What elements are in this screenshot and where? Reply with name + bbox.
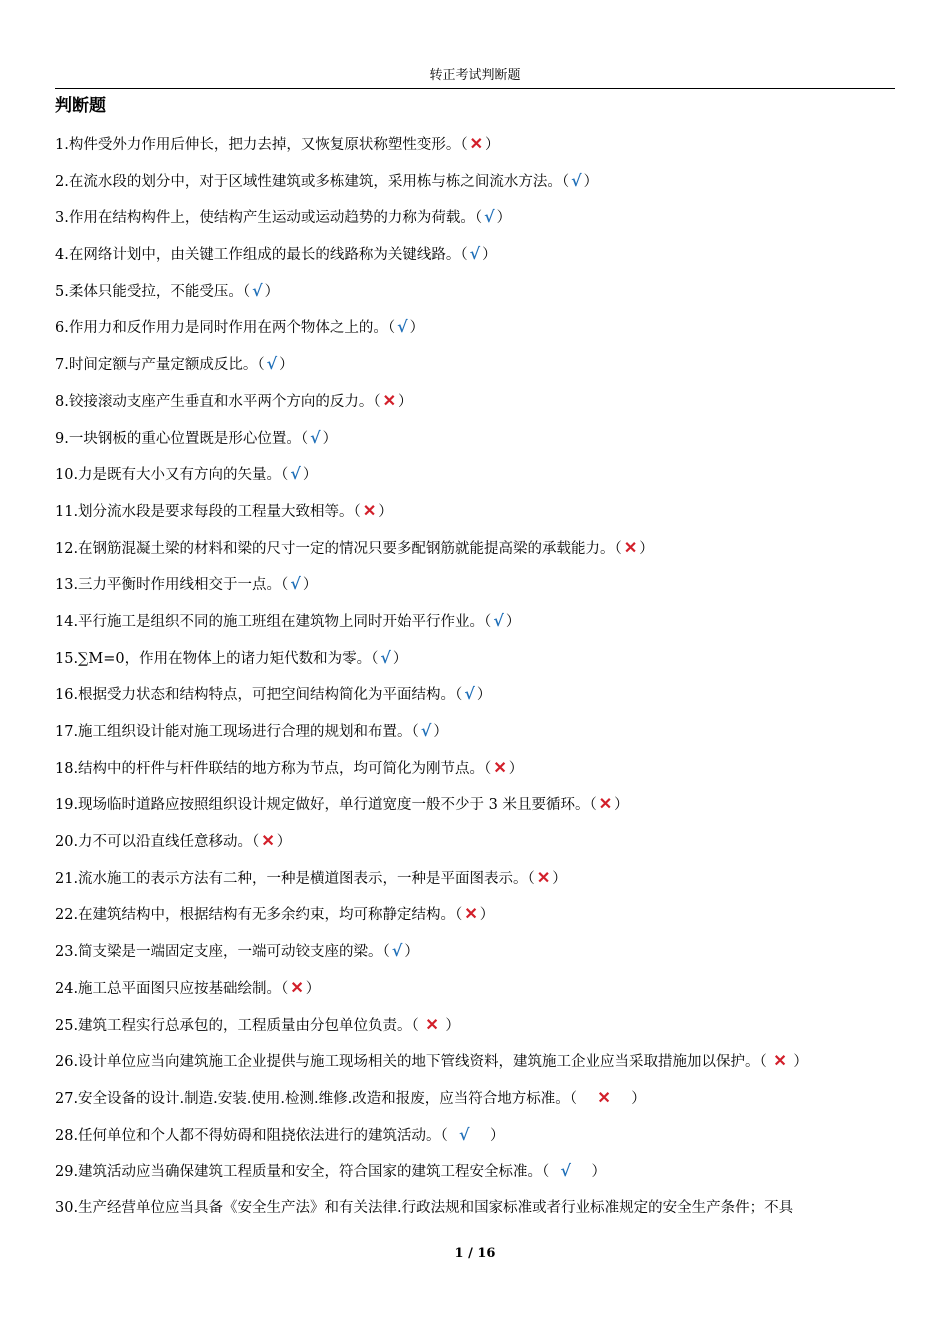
answer-close-paren: ） xyxy=(404,944,419,961)
answer-close-paren: ） xyxy=(485,137,500,153)
question-text: 4.在网络计划中，由关键工作组成的最长的线路称为关键线路。（ xyxy=(55,247,468,264)
question-item xyxy=(55,607,900,644)
cross-mark-icon: ✕ xyxy=(261,831,275,851)
question-text: 7.时间定额与产量定额成反比。（ xyxy=(55,357,265,374)
question-text: 16.根据受力状态和结构特点，可把空间结构简化为平面结构。（ xyxy=(55,687,463,704)
answer-close-paren: ） xyxy=(305,980,321,997)
answer-close-paren: ） xyxy=(583,173,599,190)
question-item xyxy=(55,864,900,901)
answer-close-paren: ） xyxy=(639,540,654,557)
question-text: 23.简支梁是一端固定支座，一端可动铰支座的梁。（ xyxy=(55,944,390,961)
cross-mark-icon: ✕ xyxy=(469,134,483,153)
question-item xyxy=(55,717,900,754)
check-mark-icon: √ xyxy=(493,610,504,630)
section-title: 判断题 xyxy=(55,96,106,116)
check-mark-icon: √ xyxy=(420,721,432,740)
page-header xyxy=(55,66,895,89)
question-text: 20.力不可以沿直线任意移动。（ xyxy=(55,834,260,851)
check-mark-icon: √ xyxy=(290,464,301,484)
answer-close-paren: ） xyxy=(322,430,338,447)
question-text: 3.作用在结构构件上，使结构产生运动或运动趋势的力称为荷载。（ xyxy=(55,210,483,227)
question-item xyxy=(55,1011,900,1048)
question-item xyxy=(55,754,900,791)
answer-close-paren: ） xyxy=(476,687,492,704)
question-item xyxy=(55,497,900,534)
question-text: 22.在建筑结构中，根据结构有无多余约束，均可称静定结构。（ xyxy=(55,907,463,924)
cross-mark-icon: ✕ xyxy=(382,390,396,410)
answer-close-paren: ） xyxy=(279,357,294,374)
question-text: 12.在钢筋混凝土梁的材料和梁的尺寸一定的情况只要多配钢筋就能提高梁的承载能力。（ xyxy=(55,540,622,557)
check-mark-icon: √ xyxy=(397,317,408,337)
question-text: 30.生产经营单位应当具备《安全生产法》和有关法律.行政法规和国家标准或者行业标准规定的安全生产条件；不具 xyxy=(55,1199,794,1216)
answer-close-paren: ） xyxy=(276,834,292,851)
question-text: 1.构件受外力作用后伸长，把力去掉，又恢复原状称塑性变形。（ xyxy=(55,137,468,153)
check-mark-icon: √ xyxy=(290,574,301,594)
question-item xyxy=(55,203,900,240)
question-item xyxy=(55,1047,900,1084)
question-item xyxy=(55,1084,900,1121)
answer-close-paren: ） xyxy=(471,1127,505,1144)
check-mark-icon: √ xyxy=(464,684,475,704)
cross-mark-icon: ✕ xyxy=(597,1087,611,1107)
question-item xyxy=(55,240,900,277)
question-text: 26.设计单位应当向建筑施工企业提供与施工现场相关的地下管线资料，建筑施工企业应当采取措施加以保护。（ xyxy=(55,1054,772,1071)
question-item xyxy=(55,130,900,167)
question-item xyxy=(55,534,900,571)
question-text: 9.一块钢板的重心位置既是形心位置。（ xyxy=(55,430,309,447)
answer-close-paren: ） xyxy=(508,760,524,777)
question-item xyxy=(55,1194,900,1231)
cross-mark-icon: ✕ xyxy=(290,977,304,997)
answer-close-paren: ） xyxy=(440,1017,460,1034)
question-item xyxy=(55,937,900,974)
check-mark-icon: √ xyxy=(459,1124,470,1144)
question-item xyxy=(55,460,900,497)
answer-close-paren: ） xyxy=(433,724,448,740)
check-mark-icon: √ xyxy=(252,280,263,300)
question-item xyxy=(55,167,900,204)
answer-close-paren: ） xyxy=(479,907,495,924)
question-text: 29.建筑活动应当确保建筑工程质量和安全，符合国家的建筑工程安全标准。（ xyxy=(55,1164,559,1181)
question-text: 25.建筑工程实行总承包的，工程质量由分包单位负责。（ xyxy=(55,1017,424,1034)
answer-close-paren: ） xyxy=(264,283,280,300)
question-item xyxy=(55,1157,900,1194)
question-text: 18.结构中的杆件与杆件联结的地方称为节点，均可简化为刚节点。（ xyxy=(55,760,492,777)
cross-mark-icon: ✕ xyxy=(425,1014,439,1034)
question-item xyxy=(55,1121,900,1158)
answer-close-paren: ） xyxy=(573,1164,606,1181)
answer-close-paren: ） xyxy=(482,247,497,264)
page-header-title: 转正考试判断题 xyxy=(429,68,521,83)
cross-mark-icon: ✕ xyxy=(623,537,638,557)
question-item xyxy=(55,570,900,607)
check-mark-icon: √ xyxy=(560,1161,572,1181)
question-text: 11.划分流水段是要求每段的工程量大致相等。（ xyxy=(55,503,361,520)
check-mark-icon: √ xyxy=(310,427,321,447)
question-text: 14.平行施工是组织不同的施工班组在建筑物上同时开始平行作业。（ xyxy=(55,613,492,630)
question-item xyxy=(55,974,900,1011)
answer-close-paren: ） xyxy=(398,393,413,410)
answer-close-paren: ） xyxy=(505,613,521,630)
question-text: 17.施工组织设计能对施工现场进行合理的规划和布置。（ xyxy=(55,724,419,740)
cross-mark-icon: ✕ xyxy=(362,500,377,520)
check-mark-icon: √ xyxy=(391,941,403,961)
answer-close-paren: ） xyxy=(614,797,629,814)
question-item xyxy=(55,790,900,827)
question-item xyxy=(55,827,900,864)
answer-close-paren: ） xyxy=(302,467,318,484)
question-text: 10.力是既有大小又有方向的矢量。（ xyxy=(55,467,289,484)
question-text: 28.任何单位和个人都不得妨碍和阻挠依法进行的建筑活动。（ xyxy=(55,1127,458,1144)
answer-close-paren: ） xyxy=(378,503,393,520)
cross-mark-icon: ✕ xyxy=(598,794,613,814)
cross-mark-icon: ✕ xyxy=(464,904,478,924)
check-mark-icon: √ xyxy=(380,647,391,667)
question-text: 19.现场临时道路应按照组织设计规定做好，单行道宽度一般不少于 3 米且要循环。（ xyxy=(55,797,597,814)
check-mark-icon: √ xyxy=(571,170,582,190)
check-mark-icon: √ xyxy=(266,354,278,374)
question-text: 6.作用力和反作用力是同时作用在两个物体之上的。（ xyxy=(55,320,396,337)
question-text: 27.安全设备的设计.制造.安装.使用.检测.维修.改造和报废，应当符合地方标准。（ xyxy=(55,1090,596,1107)
question-text: 2.在流水段的划分中，对于区域性建筑或多栋建筑，采用栋与栋之间流水方法。（ xyxy=(55,173,570,190)
cross-mark-icon: ✕ xyxy=(773,1051,787,1071)
cross-mark-icon: ✕ xyxy=(493,757,507,777)
question-list xyxy=(55,130,900,1231)
question-text: 13.三力平衡时作用线相交于一点。（ xyxy=(55,577,289,594)
answer-close-paren: ） xyxy=(552,870,567,887)
question-item xyxy=(55,277,900,314)
question-item xyxy=(55,680,900,717)
answer-close-paren: ） xyxy=(788,1054,808,1071)
question-item xyxy=(55,387,900,424)
question-text: 21.流水施工的表示方法有二种，一种是横道图表示，一种是平面图表示。（ xyxy=(55,870,535,887)
answer-close-paren: ） xyxy=(409,320,425,337)
page-number: 1 / 16 xyxy=(454,1246,496,1261)
answer-close-paren: ） xyxy=(392,650,408,667)
answer-close-paren: ） xyxy=(302,577,318,594)
check-mark-icon: √ xyxy=(469,244,481,264)
question-text: 15.∑M=0，作用在物体上的诸力矩代数和为零。（ xyxy=(55,650,379,667)
answer-close-paren: ） xyxy=(612,1090,646,1107)
check-mark-icon: √ xyxy=(484,207,495,227)
question-item xyxy=(55,350,900,387)
question-text: 8.铰接滚动支座产生垂直和水平两个方向的反力。（ xyxy=(55,393,381,410)
question-item xyxy=(55,644,900,681)
question-text: 24.施工总平面图只应按基础绘制。（ xyxy=(55,980,289,997)
question-text: 5.柔体只能受拉，不能受压。（ xyxy=(55,283,251,300)
cross-mark-icon: ✕ xyxy=(536,867,551,887)
question-item xyxy=(55,313,900,350)
question-item xyxy=(55,900,900,937)
question-item xyxy=(55,424,900,461)
answer-close-paren: ） xyxy=(496,210,512,227)
